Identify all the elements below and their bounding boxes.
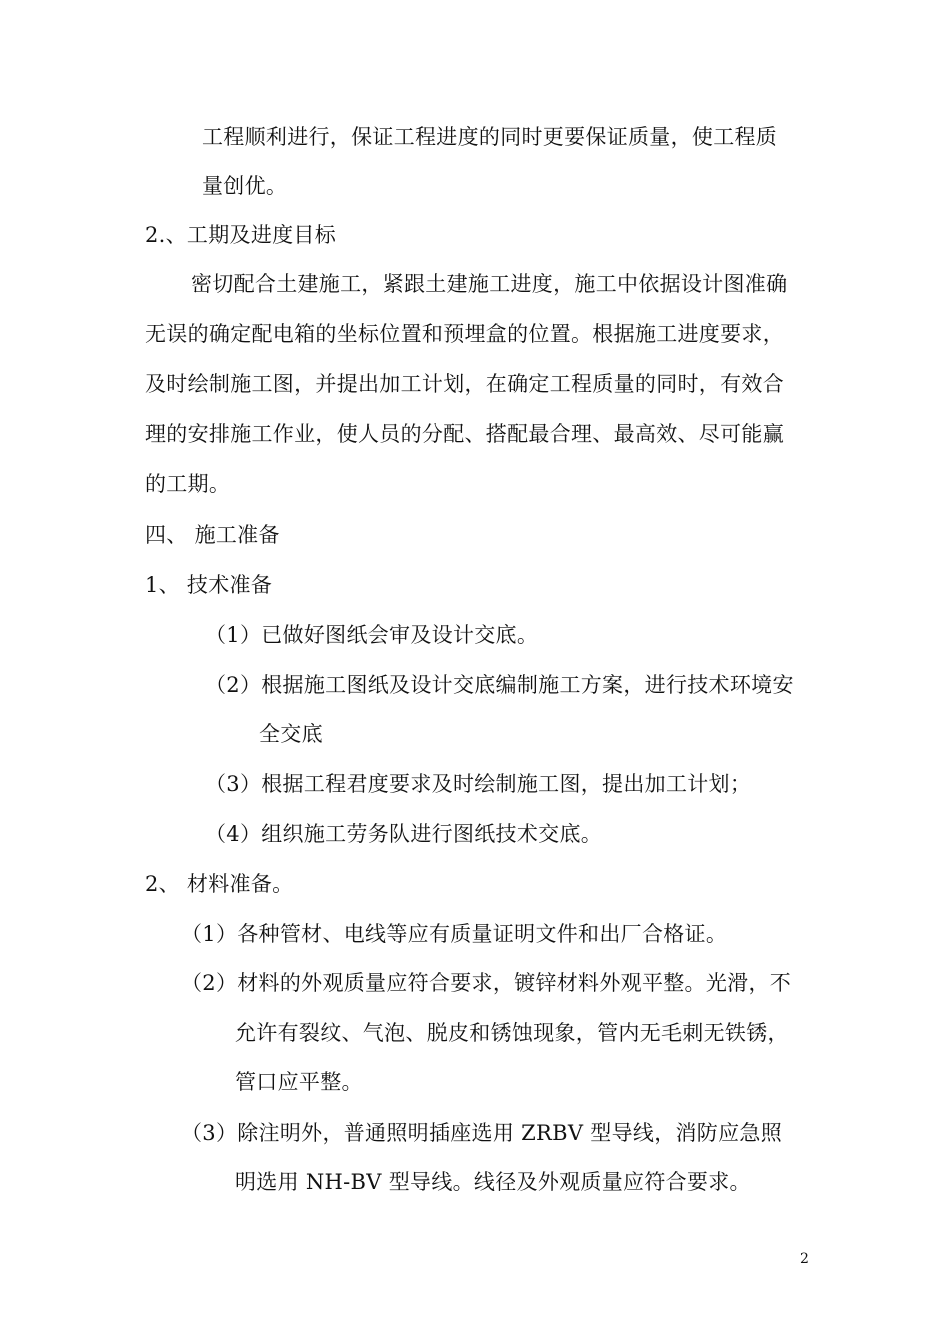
- list-item: （2）材料的外观质量应符合要求，镀锌材料外观平整。光滑，不: [181, 971, 792, 995]
- paragraph-line: 理的安排施工作业，使人员的分配、搭配最合理、最高效、尽可能赢: [145, 422, 784, 446]
- paragraph-line: 的工期。: [145, 472, 231, 496]
- paragraph-line: 量创优。: [202, 174, 288, 198]
- subsection-heading: 2、 材料准备。: [145, 872, 294, 896]
- list-item: （1）已做好图纸会审及设计交底。: [205, 623, 539, 647]
- subsection-heading: 1、 技术准备: [145, 573, 273, 597]
- list-item: （1）各种管材、电线等应有质量证明文件和出厂合格证。: [181, 922, 728, 946]
- list-item-continuation: 允许有裂纹、气泡、脱皮和锈蚀现象，管内无毛刺无铁锈，: [235, 1021, 789, 1045]
- list-item: （4）组织施工劳务队进行图纸技术交底。: [205, 822, 603, 846]
- section-heading: 四、 施工准备: [145, 523, 280, 547]
- list-item-continuation: 明选用 NH-BV 型导线。线径及外观质量应符合要求。: [235, 1170, 751, 1194]
- list-item: （2）根据施工图纸及设计交底编制施工方案，进行技术环境安: [205, 673, 794, 697]
- paragraph-line: 及时绘制施工图，并提出加工计划，在确定工程质量的同时，有效合: [145, 372, 784, 396]
- list-item-continuation: 全交底: [259, 722, 323, 746]
- list-item-continuation: 管口应平整。: [235, 1070, 363, 1094]
- list-item: （3）根据工程君度要求及时绘制施工图，提出加工计划；: [205, 772, 752, 796]
- paragraph-line: 无误的确定配电箱的坐标位置和预埋盒的位置。根据施工进度要求，: [145, 322, 784, 346]
- paragraph-line: 工程顺利进行，保证工程进度的同时更要保证质量，使工程质: [202, 125, 778, 149]
- list-item: （3）除注明外，普通照明插座选用 ZRBV 型导线，消防应急照: [181, 1121, 783, 1145]
- paragraph-line: 密切配合土建施工，紧跟土建施工进度，施工中依据设计图准确: [191, 272, 788, 296]
- page-number: 2: [800, 1251, 809, 1267]
- section-heading: 2.、工期及进度目标: [145, 223, 337, 247]
